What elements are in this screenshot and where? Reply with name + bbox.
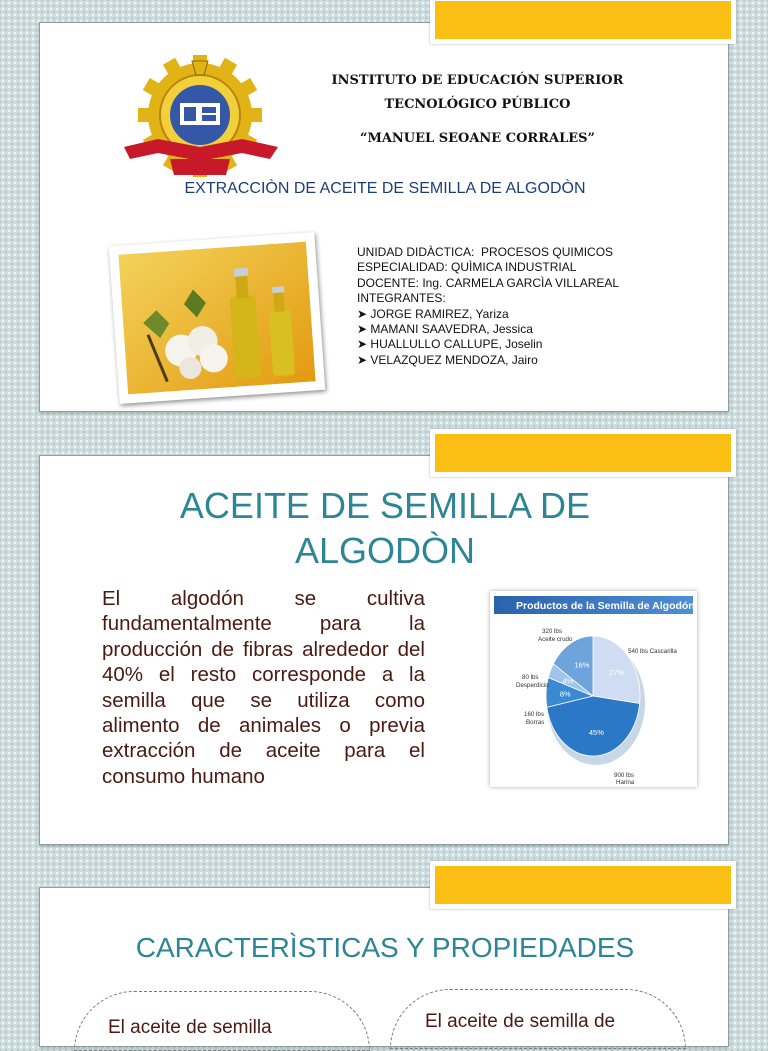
institute-line-2: TECNOLÓGICO PÚBLICO	[384, 97, 571, 112]
chart-annotation: Desperdicio	[516, 682, 549, 689]
info-line: ESPECIALIDAD: QUÌMICA INDUSTRIAL	[357, 260, 577, 275]
chart-annotation: Borras	[526, 719, 545, 726]
chart-annotation: 160 lbs	[524, 711, 544, 718]
slide-accent-tab	[430, 861, 736, 909]
info-line: UNIDAD DIDÀCTICA: PROCESOS QUIMICOS	[357, 245, 614, 259]
pie-slice-percent-label: 27%	[609, 668, 625, 678]
slide-accent-tab	[430, 0, 736, 44]
member-name: HUALLULLO CALLUPE, Joselin	[370, 337, 543, 352]
slide-accent-tab	[430, 429, 736, 477]
member-name: JORGE RAMIREZ, Yariza	[370, 306, 509, 321]
pie-slice-percent-label: 16%	[574, 660, 590, 670]
bullet-arrow-icon: ➤	[357, 322, 368, 337]
slide-title-line: ACEITE DE SEMILLA DE	[179, 485, 591, 526]
member-item	[357, 337, 619, 352]
member-item	[357, 307, 619, 322]
callout-text: El aceite de semilla	[108, 1017, 272, 1038]
institute-line-1: INSTITUTO DE EDUCACIÓN SUPERIOR	[331, 73, 624, 88]
chart-annotation: Aceite crudo	[538, 636, 573, 643]
body-paragraph: El algodón se cultiva fundamentalmente para la producción de fibras alrededor del 40% el resto corresponde a la semilla que se utiliza como alimento de animales o previa extracción de aceite para el consumo humano	[102, 587, 425, 788]
member-item	[357, 322, 619, 337]
title-slide	[39, 22, 729, 412]
member-name: MAMANI SAAVEDRA, Jessica	[370, 322, 533, 337]
slide-title: CARACTERÌSTICAS Y PROPIEDADES	[135, 932, 635, 963]
presentation-title: EXTRACCIÒN DE ACEITE DE SEMILLA DE ALGODÒN	[184, 180, 586, 197]
institute-name: “MANUEL SEOANE CORRALES”	[359, 131, 596, 146]
bullet-arrow-icon: ➤	[357, 352, 368, 367]
chart-annotation: 320 lbs	[542, 628, 562, 635]
cotton-oil-photo	[109, 232, 326, 404]
pie-slice-percent-label: 8%	[559, 689, 571, 699]
bullet-arrow-icon: ➤	[357, 306, 368, 321]
info-line: INTEGRANTES:	[357, 291, 446, 306]
pie-slice-percent-label: 4%	[562, 676, 574, 686]
slide-title-line: ALGODÒN	[294, 530, 476, 571]
pie-slice-percent-label: 45%	[588, 728, 604, 737]
institute-logo	[118, 55, 284, 181]
slide-title	[40, 483, 730, 573]
member-name: VELAZQUEZ MENDOZA, Jairo	[370, 352, 538, 367]
pie-chart-card	[490, 591, 697, 787]
properties-slide	[39, 887, 729, 1047]
info-line: DOCENTE: Ing. CARMELA GARCÌA VILLAREAL	[357, 275, 620, 290]
chart-title: Productos de la Semilla de Algodón	[516, 600, 695, 612]
bullet-arrow-icon: ➤	[357, 337, 368, 352]
chart-annotation: Harina	[616, 779, 635, 786]
chart-annotation: 900 lbs	[614, 772, 634, 779]
member-item	[357, 353, 619, 368]
callout-text: El aceite de semilla de	[425, 1011, 616, 1032]
course-info	[357, 245, 619, 368]
content-slide	[39, 455, 729, 845]
chart-annotation: 540 lbs Cascarilla	[628, 648, 677, 655]
pie-chart	[490, 591, 697, 787]
chart-annotation: 80 lbs	[522, 674, 539, 681]
